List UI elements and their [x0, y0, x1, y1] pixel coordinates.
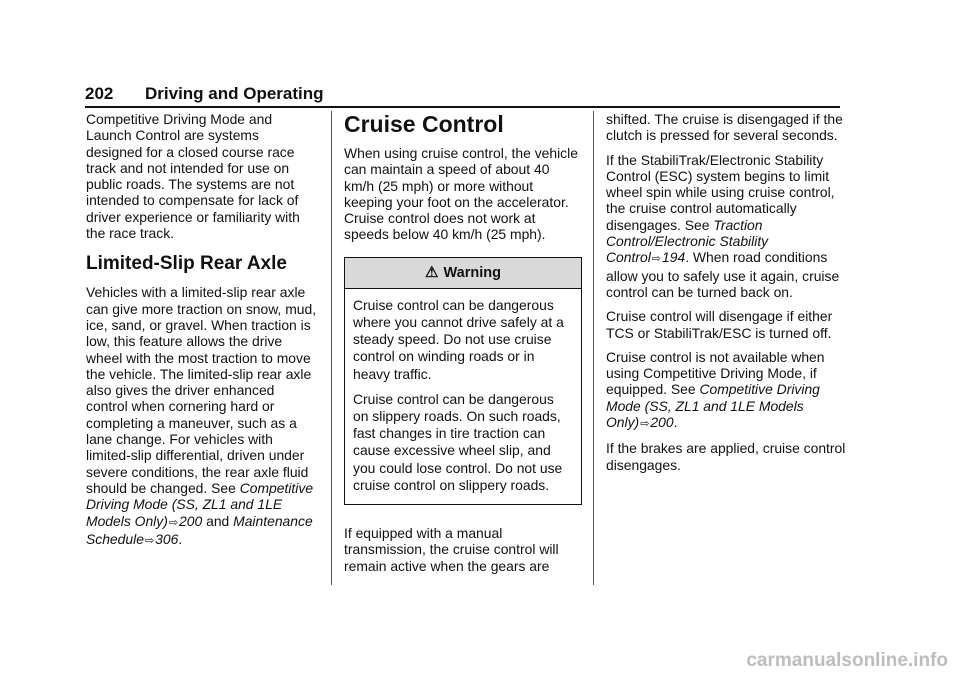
warning-header: [345, 258, 581, 289]
reference-link[interactable]: Competitive Driving Mode (SS, ZL1 and 1LE Models Only): [606, 381, 820, 431]
page-ref-arrow-icon: ⇨: [168, 516, 179, 529]
reference-link[interactable]: Competitive Driving Mode (SS, ZL1 and 1LE Models Only): [86, 479, 314, 529]
competitive-mode-paragraph: [606, 349, 846, 432]
cruise-intro-paragraph: When using cruise control, the vehicle can maintain a speed of about 40 km/h (25 mph) or more without keeping your foot on the accelerator. Cruise control does not work at speeds below 40 km/h (25 mph).: [344, 145, 578, 243]
column-divider: [331, 111, 332, 585]
limited-slip-paragraph: [86, 284, 318, 549]
body-text: and: [202, 512, 234, 529]
warning-triangle-icon: ⚠: [425, 263, 439, 281]
page-ref-arrow-icon: ⇨: [651, 253, 661, 266]
body-text: .: [673, 414, 678, 431]
body-text: Cruise control is not available when using Competitive Driving Mode, if equipped. See: [606, 348, 825, 398]
body-text: Vehicles with a limited-slip rear axle can give more traction on snow, mud, ice, sand, or gravel. When traction is low, this feature allows the drive wheel with the most traction to move the vehicle. The limited-slip rear axle also gives the driver enhanced control when cornering hard or completing a maneuver, such as a lane change. For vehicles with limited-slip differential, driven under severe conditions, the rear axle fluid should be changed. See: [86, 284, 317, 496]
esc-paragraph: [606, 152, 846, 301]
page-header: [85, 84, 840, 108]
body-text: If the StabiliTrak/Electronic Stability Control (ESC) system begins to limit wheel spin while using cruise control, the cruise control automatically disengages. See: [606, 151, 835, 233]
body-text: .: [178, 530, 183, 547]
page-ref-arrow-icon: ⇨: [640, 418, 650, 431]
reference-page[interactable]: 200: [650, 414, 674, 431]
limited-slip-heading: Limited-Slip Rear Axle: [86, 253, 287, 275]
column-right: [606, 111, 846, 481]
warning-body: [345, 289, 581, 504]
page-number: 202: [85, 84, 114, 103]
reference-link[interactable]: Maintenance Schedule: [86, 512, 313, 547]
clutch-paragraph: shifted. The cruise is disengaged if the clutch is pressed for several seconds.: [606, 111, 843, 144]
intro-paragraph: Competitive Driving Mode and Launch Control are systems designed for a closed course race track and not intended for use on public roads. The systems are not intended to compensate for lack of driver experience or familiarity with the race track.: [86, 111, 300, 242]
column-middle: [344, 111, 582, 582]
brakes-paragraph: If the brakes are applied, cruise control disengages.: [606, 440, 846, 473]
warning-label: Warning: [443, 264, 501, 281]
column-divider: [593, 111, 594, 585]
warning-paragraph: Cruise control can be dangerous on slippery roads. On such roads, fast changes in tire traction can cause excessive wheel slip, and you could lose control. Do not use cruise control on slippery roads.: [353, 390, 563, 493]
body-text: . When road conditions allow you to safely use it again, cruise control can be turned back on.: [606, 249, 840, 300]
reference-page[interactable]: 194: [662, 249, 686, 266]
reference-page[interactable]: 306: [155, 530, 179, 547]
column-left: [86, 111, 318, 557]
page-ref-arrow-icon: ⇨: [144, 534, 155, 547]
warning-box: [344, 257, 582, 505]
tcs-paragraph: Cruise control will disengage if either TCS or StabiliTrak/ESC is turned off.: [606, 308, 833, 341]
watermark: carmanualsonline.info: [746, 650, 948, 671]
reference-link[interactable]: Traction Control/Electronic Stability Control: [606, 216, 769, 266]
warning-paragraph: Cruise control can be dangerous where you cannot drive safely at a steady speed. Do not use cruise control on winding roads or in heavy traffic.: [353, 296, 564, 382]
cruise-control-heading: Cruise Control: [344, 111, 504, 137]
reference-page[interactable]: 200: [179, 512, 203, 529]
manual-transmission-paragraph: If equipped with a manual transmission, the cruise control will remain active when the gears are: [344, 525, 559, 574]
section-title: Driving and Operating: [145, 84, 324, 103]
